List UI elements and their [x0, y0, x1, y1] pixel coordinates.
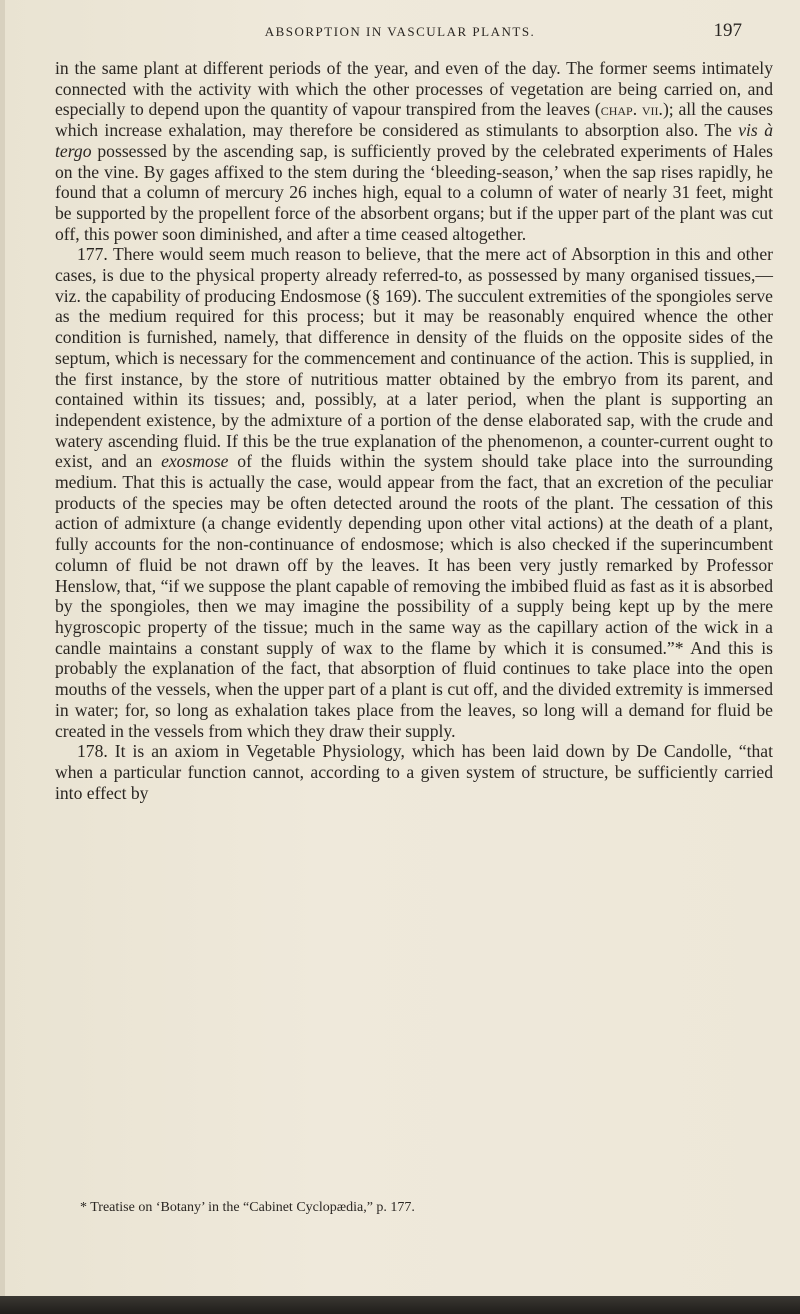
text-run: ); all the causes which increase exhalation, may therefore be considered as stimulants to absorption also. The — [55, 99, 773, 141]
italic-term: exosmose — [161, 451, 229, 472]
page-number: 197 — [713, 20, 742, 41]
footnote: * Treatise on ‘Botany’ in the “Cabinet Cyclopædia,” p. 177. — [80, 1200, 415, 1215]
latin-phrase: vis à tergo — [55, 120, 773, 161]
running-title: ABSORPTION IN VASCULAR PLANTS. — [264, 24, 536, 39]
page-edge-shadow — [0, 0, 5, 1314]
text-run: in the same plant at different periods of the year, and even of the day. The former seems intimately connected with the activity with which the other processes of vegetation are being carried on, and especially to depend upon the quantity of vapour transpired from the leaves ( — [55, 58, 773, 120]
text-run: possessed by the ascending sap, is sufficiently proved by the celebrated experiments of Hales on the vine. By gages affixed to the stem during the ‘bleeding-season,’ when the sap rises rapidly, he found that a column of mercury 26 inches high, equal to a column of water of nearly 31 feet, might be supported by the propellent force of the absorbent organs; but if the upper part of the plant was cut off, this power soon diminished, and after a time ceased altogether. — [55, 140, 773, 244]
page-header — [0, 20, 800, 50]
paragraph-continuation — [55, 58, 773, 244]
chapter-reference: chap. vii. — [600, 99, 663, 120]
body-text — [55, 58, 773, 803]
text-run: of the fluids within the system should take place into the surrounding medium. That this is actually the case, would appear from the fact, that an excretion of the peculiar products of the species may be often detected around the roots of the plant. The cessation of this action of admixture (a change evidently depending upon other vital actions) at the death of a plant, fully accounts for the non-continuance of endosmose; which is also checked if the superincumbent column of fluid be not drawn off by the leaves. It has been very justly remarked by Professor Henslow, that, “if we suppose the plant capable of removing the imbibed fluid as fast as it is absorbed by the spongioles, then we may imagine the possibility of a supply being kept up by the mere hygroscopic property of the tissue; much in the same way as the capillary action of the wick in a candle maintains a constant supply of wax to the flame by which it is consumed.”* And this is probably the explanation of the fact, that absorption of fluid continues to take place into the open mouths of the vessels, when the upper part of a plant is cut off, and the divided extremity is immersed in water; for, so long as exhalation takes place from the leaves, so long will a demand for fluid be created in the vessels from which they draw their supply. — [55, 451, 773, 741]
text-run: 177. There would seem much reason to believe, that the mere act of Absorption in this and other cases, is due to the physical property already referred-to, as possessed by many organised tissues,—viz. the capability of producing Endosmose (§ 169). The succulent extremities of the spongioles serve as the medium required for this process; but it may be reasonably enquired whence the other condition is furnished, namely, that difference in density of the fluids on the opposite sides of the septum, which is necessary for the commencement and continuance of the action. This is supplied, in the first instance, by the store of nutritious matter obtained by the embryo from its parent, and contained within its tissues; and, possibly, at a later period, when the plant is supporting an independent existence, by the admixture of a portion of the dense elaborated sap, with the crude and watery ascending fluid. If this be the true explanation of the phenomenon, a counter-current ought to exist, and an — [55, 244, 773, 472]
paragraph-178: 178. It is an axiom in Vegetable Physiology, which has been laid down by De Candolle, “that when a particular function cannot, according to a given system of structure, be sufficiently carried into effect by — [55, 741, 773, 803]
scan-bottom-edge — [0, 1296, 800, 1314]
paragraph-177 — [55, 244, 773, 741]
